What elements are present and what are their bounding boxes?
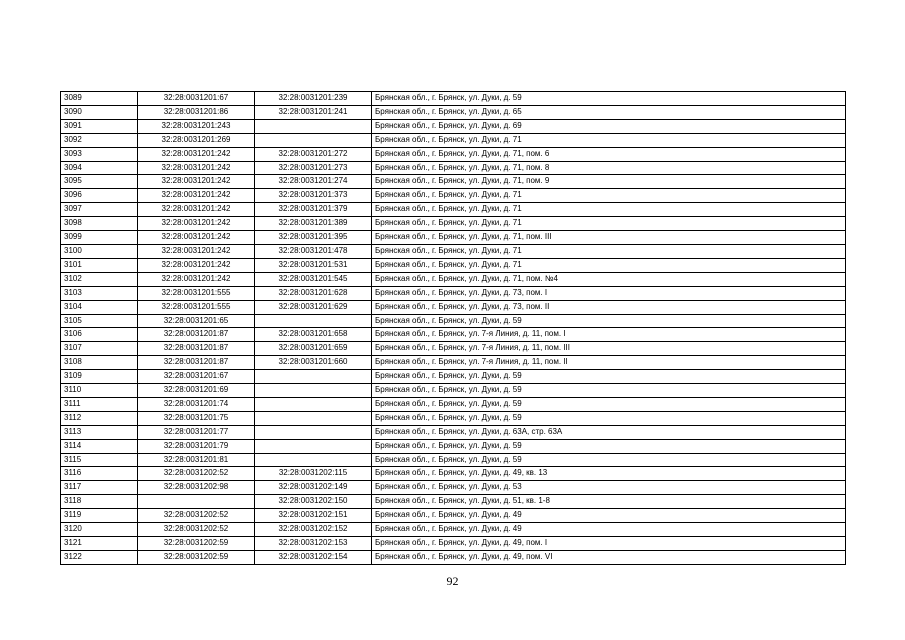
address-cell: Брянская обл., г. Брянск, ул. Дуки, д. 59 (372, 92, 846, 106)
address-cell: Брянская обл., г. Брянск, ул. Дуки, д. 71, пом. 9 (372, 175, 846, 189)
object-cadastral-number-cell: 32:28:0031202:115 (255, 467, 372, 481)
table-row (61, 244, 846, 258)
table-row (61, 92, 846, 106)
cadastral-number-cell: 32:28:0031202:59 (138, 537, 255, 551)
object-cadastral-number-cell: 32:28:0031201:660 (255, 356, 372, 370)
row-number-cell: 3103 (61, 286, 138, 300)
table-row (61, 231, 846, 245)
cadastral-number-cell: 32:28:0031201:67 (138, 92, 255, 106)
cadastral-number-cell: 32:28:0031201:242 (138, 147, 255, 161)
table-row (61, 286, 846, 300)
table-row (61, 258, 846, 272)
object-cadastral-number-cell: 32:28:0031202:153 (255, 537, 372, 551)
address-cell: Брянская обл., г. Брянск, ул. Дуки, д. 71 (372, 203, 846, 217)
table-row (61, 147, 846, 161)
address-cell: Брянская обл., г. Брянск, ул. Дуки, д. 71, пом. 8 (372, 161, 846, 175)
row-number-cell: 3090 (61, 105, 138, 119)
object-cadastral-number-cell: 32:28:0031201:395 (255, 231, 372, 245)
table-row (61, 314, 846, 328)
row-number-cell: 3120 (61, 523, 138, 537)
row-number-cell: 3109 (61, 370, 138, 384)
table-row (61, 175, 846, 189)
table-row (61, 453, 846, 467)
address-cell: Брянская обл., г. Брянск, ул. Дуки, д. 71 (372, 189, 846, 203)
table-row (61, 467, 846, 481)
object-cadastral-number-cell: 32:28:0031201:239 (255, 92, 372, 106)
row-number-cell: 3099 (61, 231, 138, 245)
cadastral-number-cell: 32:28:0031201:69 (138, 384, 255, 398)
table-row (61, 217, 846, 231)
cadastral-number-cell: 32:28:0031201:79 (138, 439, 255, 453)
row-number-cell: 3116 (61, 467, 138, 481)
cadastral-number-cell: 32:28:0031201:65 (138, 314, 255, 328)
row-number-cell: 3094 (61, 161, 138, 175)
object-cadastral-number-cell: 32:28:0031201:273 (255, 161, 372, 175)
cadastral-number-cell: 32:28:0031201:242 (138, 258, 255, 272)
row-number-cell: 3122 (61, 550, 138, 564)
address-cell: Брянская обл., г. Брянск, ул. Дуки, д. 49, пом. I (372, 537, 846, 551)
address-cell: Брянская обл., г. Брянск, ул. 7-я Линия, д. 11, пом. III (372, 342, 846, 356)
row-number-cell: 3118 (61, 495, 138, 509)
table-row (61, 328, 846, 342)
table-row (61, 481, 846, 495)
row-number-cell: 3100 (61, 244, 138, 258)
cadastral-number-cell (138, 495, 255, 509)
address-cell: Брянская обл., г. Брянск, ул. Дуки, д. 71 (372, 244, 846, 258)
registry-table (60, 91, 846, 565)
object-cadastral-number-cell: 32:28:0031202:152 (255, 523, 372, 537)
cadastral-number-cell: 32:28:0031202:52 (138, 509, 255, 523)
row-number-cell: 3112 (61, 411, 138, 425)
cadastral-number-cell: 32:28:0031201:242 (138, 231, 255, 245)
cadastral-number-cell: 32:28:0031201:74 (138, 397, 255, 411)
address-cell: Брянская обл., г. Брянск, ул. Дуки, д. 59 (372, 370, 846, 384)
table-row (61, 356, 846, 370)
object-cadastral-number-cell: 32:28:0031202:151 (255, 509, 372, 523)
row-number-cell: 3119 (61, 509, 138, 523)
object-cadastral-number-cell (255, 411, 372, 425)
table-row (61, 384, 846, 398)
table-row (61, 495, 846, 509)
object-cadastral-number-cell (255, 439, 372, 453)
cadastral-number-cell: 32:28:0031201:81 (138, 453, 255, 467)
cadastral-number-cell: 32:28:0031201:87 (138, 356, 255, 370)
table-row (61, 119, 846, 133)
row-number-cell: 3095 (61, 175, 138, 189)
cadastral-number-cell: 32:28:0031201:242 (138, 203, 255, 217)
address-cell: Брянская обл., г. Брянск, ул. Дуки, д. 73, пом. I (372, 286, 846, 300)
table-row (61, 523, 846, 537)
address-cell: Брянская обл., г. Брянск, ул. Дуки, д. 59 (372, 397, 846, 411)
address-cell: Брянская обл., г. Брянск, ул. Дуки, д. 71, пом. III (372, 231, 846, 245)
object-cadastral-number-cell (255, 384, 372, 398)
row-number-cell: 3092 (61, 133, 138, 147)
table-row (61, 411, 846, 425)
cadastral-number-cell: 32:28:0031201:67 (138, 370, 255, 384)
object-cadastral-number-cell: 32:28:0031201:545 (255, 272, 372, 286)
cadastral-number-cell: 32:28:0031201:87 (138, 342, 255, 356)
object-cadastral-number-cell: 32:28:0031201:531 (255, 258, 372, 272)
object-cadastral-number-cell: 32:28:0031202:154 (255, 550, 372, 564)
object-cadastral-number-cell: 32:28:0031201:389 (255, 217, 372, 231)
table-row (61, 425, 846, 439)
object-cadastral-number-cell: 32:28:0031201:241 (255, 105, 372, 119)
address-cell: Брянская обл., г. Брянск, ул. Дуки, д. 59 (372, 439, 846, 453)
row-number-cell: 3091 (61, 119, 138, 133)
table-row (61, 397, 846, 411)
row-number-cell: 3111 (61, 397, 138, 411)
object-cadastral-number-cell (255, 453, 372, 467)
row-number-cell: 3097 (61, 203, 138, 217)
cadastral-number-cell: 32:28:0031201:77 (138, 425, 255, 439)
table-row (61, 161, 846, 175)
address-cell: Брянская обл., г. Брянск, ул. Дуки, д. 59 (372, 411, 846, 425)
table-row (61, 439, 846, 453)
table-row (61, 550, 846, 564)
cadastral-number-cell: 32:28:0031201:242 (138, 189, 255, 203)
address-cell: Брянская обл., г. Брянск, ул. Дуки, д. 73, пом. II (372, 300, 846, 314)
row-number-cell: 3121 (61, 537, 138, 551)
cadastral-number-cell: 32:28:0031202:59 (138, 550, 255, 564)
address-cell: Брянская обл., г. Брянск, ул. Дуки, д. 49 (372, 509, 846, 523)
cadastral-number-cell: 32:28:0031201:242 (138, 175, 255, 189)
table-row (61, 300, 846, 314)
address-cell: Брянская обл., г. Брянск, ул. Дуки, д. 71, пом. №4 (372, 272, 846, 286)
table-row (61, 509, 846, 523)
object-cadastral-number-cell: 32:28:0031201:373 (255, 189, 372, 203)
cadastral-number-cell: 32:28:0031202:98 (138, 481, 255, 495)
cadastral-number-cell: 32:28:0031201:242 (138, 244, 255, 258)
object-cadastral-number-cell (255, 425, 372, 439)
row-number-cell: 3102 (61, 272, 138, 286)
address-cell: Брянская обл., г. Брянск, ул. Дуки, д. 49, кв. 13 (372, 467, 846, 481)
address-cell: Брянская обл., г. Брянск, ул. Дуки, д. 49 (372, 523, 846, 537)
row-number-cell: 3107 (61, 342, 138, 356)
table-row (61, 189, 846, 203)
address-cell: Брянская обл., г. Брянск, ул. Дуки, д. 69 (372, 119, 846, 133)
address-cell: Брянская обл., г. Брянск, ул. Дуки, д. 49, пом. VI (372, 550, 846, 564)
row-number-cell: 3106 (61, 328, 138, 342)
object-cadastral-number-cell: 32:28:0031201:274 (255, 175, 372, 189)
address-cell: Брянская обл., г. Брянск, ул. Дуки, д. 71 (372, 217, 846, 231)
address-cell: Брянская обл., г. Брянск, ул. Дуки, д. 71 (372, 133, 846, 147)
table-row (61, 133, 846, 147)
row-number-cell: 3105 (61, 314, 138, 328)
row-number-cell: 3089 (61, 92, 138, 106)
object-cadastral-number-cell: 32:28:0031201:659 (255, 342, 372, 356)
row-number-cell: 3115 (61, 453, 138, 467)
object-cadastral-number-cell: 32:28:0031201:379 (255, 203, 372, 217)
table-row (61, 342, 846, 356)
cadastral-number-cell: 32:28:0031201:242 (138, 161, 255, 175)
cadastral-number-cell: 32:28:0031201:242 (138, 217, 255, 231)
table-row (61, 537, 846, 551)
object-cadastral-number-cell: 32:28:0031201:478 (255, 244, 372, 258)
object-cadastral-number-cell: 32:28:0031202:149 (255, 481, 372, 495)
address-cell: Брянская обл., г. Брянск, ул. Дуки, д. 59 (372, 384, 846, 398)
object-cadastral-number-cell (255, 314, 372, 328)
table-row (61, 105, 846, 119)
row-number-cell: 3104 (61, 300, 138, 314)
address-cell: Брянская обл., г. Брянск, ул. Дуки, д. 51, кв. 1-8 (372, 495, 846, 509)
registry-table-body (61, 92, 846, 565)
table-row (61, 370, 846, 384)
row-number-cell: 3108 (61, 356, 138, 370)
cadastral-number-cell: 32:28:0031202:52 (138, 523, 255, 537)
table-row (61, 272, 846, 286)
object-cadastral-number-cell (255, 397, 372, 411)
object-cadastral-number-cell (255, 119, 372, 133)
cadastral-number-cell: 32:28:0031201:242 (138, 272, 255, 286)
row-number-cell: 3093 (61, 147, 138, 161)
object-cadastral-number-cell: 32:28:0031201:272 (255, 147, 372, 161)
row-number-cell: 3114 (61, 439, 138, 453)
cadastral-number-cell: 32:28:0031201:243 (138, 119, 255, 133)
object-cadastral-number-cell: 32:28:0031201:628 (255, 286, 372, 300)
address-cell: Брянская обл., г. Брянск, ул. 7-я Линия, д. 11, пом. I (372, 328, 846, 342)
object-cadastral-number-cell (255, 370, 372, 384)
object-cadastral-number-cell (255, 133, 372, 147)
address-cell: Брянская обл., г. Брянск, ул. Дуки, д. 59 (372, 314, 846, 328)
address-cell: Брянская обл., г. Брянск, ул. Дуки, д. 59 (372, 453, 846, 467)
page-number: 92 (446, 574, 459, 588)
cadastral-number-cell: 32:28:0031201:75 (138, 411, 255, 425)
address-cell: Брянская обл., г. Брянск, ул. Дуки, д. 71 (372, 258, 846, 272)
cadastral-number-cell: 32:28:0031201:555 (138, 300, 255, 314)
row-number-cell: 3113 (61, 425, 138, 439)
cadastral-number-cell: 32:28:0031201:555 (138, 286, 255, 300)
cadastral-number-cell: 32:28:0031201:86 (138, 105, 255, 119)
cadastral-number-cell: 32:28:0031201:269 (138, 133, 255, 147)
row-number-cell: 3098 (61, 217, 138, 231)
object-cadastral-number-cell: 32:28:0031202:150 (255, 495, 372, 509)
address-cell: Брянская обл., г. Брянск, ул. Дуки, д. 63А, стр. 63А (372, 425, 846, 439)
row-number-cell: 3096 (61, 189, 138, 203)
row-number-cell: 3110 (61, 384, 138, 398)
object-cadastral-number-cell: 32:28:0031201:629 (255, 300, 372, 314)
object-cadastral-number-cell: 32:28:0031201:658 (255, 328, 372, 342)
cadastral-number-cell: 32:28:0031201:87 (138, 328, 255, 342)
address-cell: Брянская обл., г. Брянск, ул. Дуки, д. 71, пом. 6 (372, 147, 846, 161)
address-cell: Брянская обл., г. Брянск, ул. Дуки, д. 53 (372, 481, 846, 495)
address-cell: Брянская обл., г. Брянск, ул. 7-я Линия, д. 11, пом. II (372, 356, 846, 370)
address-cell: Брянская обл., г. Брянск, ул. Дуки, д. 65 (372, 105, 846, 119)
row-number-cell: 3117 (61, 481, 138, 495)
row-number-cell: 3101 (61, 258, 138, 272)
cadastral-number-cell: 32:28:0031202:52 (138, 467, 255, 481)
table-row (61, 203, 846, 217)
